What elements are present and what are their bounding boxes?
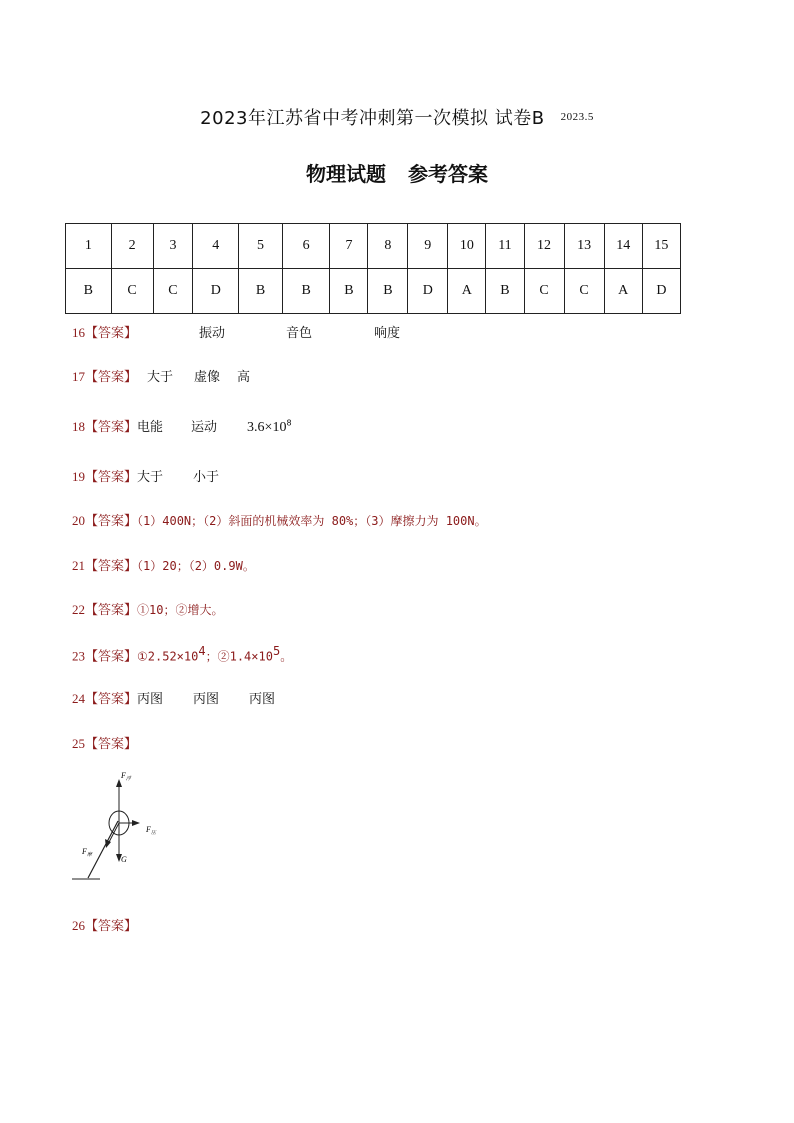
table-question-number: 11 [486,224,524,269]
table-question-number: 12 [524,224,564,269]
answer-23-exp2: 5 [272,644,281,658]
answer-table-numbers-row [66,224,681,269]
answer-tag: 【答案】 [85,692,138,707]
label-buoyancy: $F_浮$ [121,771,131,782]
label-pressure: $F_压$ [146,825,156,836]
table-question-number: 4 [193,224,239,269]
answer-16 [72,322,400,341]
question-number: 17 [72,369,85,384]
question-number: 21 [72,558,85,573]
table-answer-cell: C [524,269,564,314]
answer-tag: 【答案】 [85,470,138,485]
answer-20 [72,510,487,529]
answer-tag: 【答案】 [85,420,138,435]
answer-17 [72,366,250,385]
stick-line [88,821,118,878]
answer-21-text: （1）20；（2）0.9W。 [137,559,255,573]
answer-tag: 【答案】 [85,559,138,574]
answer-tag: 【答案】 [85,326,138,341]
answer-24-a: 丙图 [137,692,164,707]
answer-19 [72,466,219,485]
answer-18-b: 运动 [191,420,218,435]
label-friction: $F_摩$ [82,847,92,858]
table-question-number: 14 [604,224,642,269]
answer-23 [72,644,292,664]
answer-26 [72,915,137,934]
table-question-number: 15 [642,224,680,269]
answer-23-part1: ①2.52×10 [137,649,199,664]
table-answer-cell: C [564,269,604,314]
page-subtitle [0,158,794,187]
table-answer-cell: C [111,269,153,314]
table-answer-cell: B [368,269,408,314]
table-answer-cell: B [239,269,283,314]
table-answer-cell: B [282,269,330,314]
page-title [0,104,794,130]
answer-22 [72,599,223,618]
subtitle-subject: 物理试题 [306,162,386,186]
table-answer-cell: B [330,269,368,314]
table-answer-cell: A [448,269,486,314]
subtitle-answers: 参考答案 [408,162,488,186]
answer-17-c: 高 [237,370,251,385]
title-text: 2023年江苏省中考冲刺第一次模拟 试卷B [200,108,545,129]
table-question-number: 8 [368,224,408,269]
force-diagram [68,766,178,886]
table-question-number: 6 [282,224,330,269]
question-number: 23 [72,648,85,664]
table-question-number: 10 [448,224,486,269]
pressure-arrowhead [132,820,140,826]
answer-16-a: 振动 [199,326,226,341]
question-number: 18 [72,419,85,434]
answer-16-c: 响度 [374,326,401,341]
answer-24 [72,688,275,707]
table-question-number: 9 [408,224,448,269]
question-number: 24 [72,691,85,706]
question-number: 19 [72,469,85,484]
answer-18-a: 电能 [137,420,164,435]
buoyancy-arrowhead [116,779,122,787]
answer-25 [72,733,137,752]
answer-tag: 【答案】 [85,649,138,665]
answer-16-b: 音色 [286,326,313,341]
answer-18-c-exponent: 8 [286,418,292,428]
answer-19-a: 大于 [137,470,164,485]
table-answer-cell: B [486,269,524,314]
answer-tag: 【答案】 [85,603,138,618]
answer-23-end: 。 [280,649,293,664]
table-answer-cell: D [642,269,680,314]
question-number: 25 [72,736,85,751]
answer-23-part2: ；②1.4×10 [205,649,273,664]
table-question-number: 3 [153,224,193,269]
answer-22-text: ①10；②增大。 [137,603,224,617]
answer-tag: 【答案】 [85,919,138,934]
label-gravity: G [121,855,127,864]
answer-23-exp1: 4 [198,644,206,658]
answer-tag: 【答案】 [85,370,138,385]
table-question-number: 2 [111,224,153,269]
answer-tag: 【答案】 [85,737,138,752]
table-question-number: 5 [239,224,283,269]
answer-table-answers-row [66,269,681,314]
question-number: 26 [72,918,85,933]
answer-17-a: 大于 [147,370,174,385]
answer-tag: 【答案】 [85,514,138,529]
table-question-number: 1 [66,224,112,269]
table-question-number: 13 [564,224,604,269]
table-answer-cell: D [193,269,239,314]
question-number: 20 [72,513,85,528]
title-date: 2023.5 [560,111,594,123]
question-number: 22 [72,602,85,617]
answer-21 [72,555,255,574]
table-answer-cell: A [604,269,642,314]
question-number: 16 [72,325,85,340]
answer-17-b: 虚像 [194,370,221,385]
answer-24-c: 丙图 [249,692,276,707]
table-answer-cell: C [153,269,193,314]
answer-19-b: 小于 [193,470,220,485]
answer-table [65,223,681,314]
table-question-number: 7 [330,224,368,269]
answer-20-text: （1）400N；（2）斜面的机械效率为 80%；（3）摩擦力为 100N。 [137,514,487,528]
answer-18 [72,416,292,436]
table-answer-cell: B [66,269,112,314]
answer-18-c: 3.6×10 [247,420,287,435]
answer-24-b: 丙图 [193,692,220,707]
table-answer-cell: D [408,269,448,314]
